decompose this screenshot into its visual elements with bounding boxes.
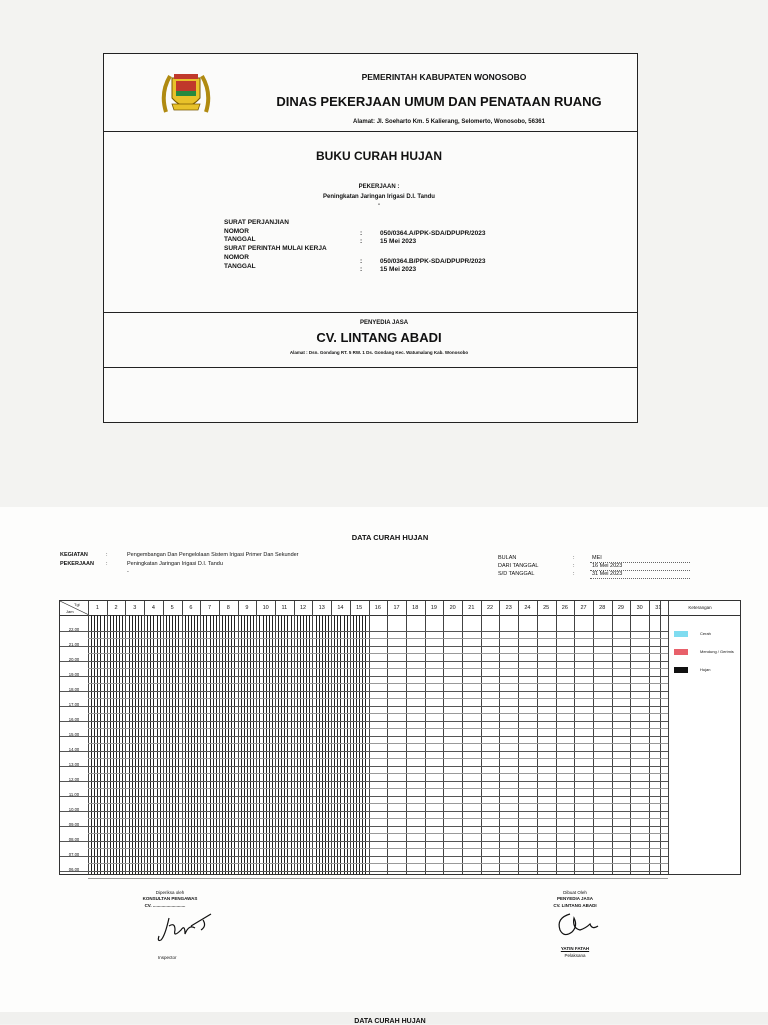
day-header: 22	[486, 605, 494, 611]
day-header: 28	[599, 605, 606, 611]
book-title: BUKU CURAH HUJAN	[316, 149, 442, 163]
row-divider	[60, 781, 668, 782]
day-header: 13	[318, 605, 325, 611]
row-divider	[88, 728, 668, 729]
day-header: 17	[393, 605, 400, 611]
sd-value: 31 Mei 2023	[592, 571, 623, 577]
row-divider	[60, 646, 668, 647]
job-name: Peningkatan Jaringan Irigasi D.I. Tandu	[323, 194, 435, 200]
bulan-label: BULAN	[498, 555, 517, 561]
provider-label: PENYEDIA JASA	[359, 320, 409, 326]
rainfall-table	[59, 600, 741, 875]
dari-label: DARI TANGGAL	[498, 563, 539, 569]
row-divider	[88, 758, 668, 759]
hour-label: 08.00	[68, 837, 80, 842]
day-header: 20	[449, 605, 456, 611]
hour-label: 11.00	[68, 792, 80, 797]
colon: :	[360, 238, 363, 245]
row-divider	[60, 631, 668, 632]
dept-address: Alamat: Jl. Soeharto Km. 5 Kalierang, Selomerto, Wonosobo, 56361	[353, 119, 545, 125]
spmk-date-label: TANGGAL	[224, 263, 256, 270]
row-divider	[60, 796, 668, 797]
dept-name: DINAS PEKERJAAN UMUM DAN PENATAAN RUANG	[276, 94, 602, 109]
day-header: 3	[133, 605, 137, 611]
spmk-no: 050/0364.B/PPK-SDA/DPUPR/2023	[380, 258, 486, 265]
colon: :	[360, 230, 363, 237]
day-header: 25	[543, 605, 550, 611]
day-header: 2	[114, 605, 118, 611]
spmk-no-label: NOMOR	[224, 254, 249, 261]
row-divider	[88, 668, 668, 669]
hour-label: 07.00	[68, 852, 80, 857]
row-divider	[88, 833, 668, 834]
sign-right-role: Pelaksana	[564, 953, 586, 958]
row-divider	[60, 661, 668, 662]
spmk-date: 15 Mei 2023	[380, 266, 417, 273]
sheet-title: DATA CURAH HUJAN	[351, 533, 429, 542]
divider	[104, 312, 637, 313]
keterangan-header: Keterangan	[688, 605, 712, 610]
sign-right-name: YATIN FATAH	[560, 946, 590, 951]
hour-label: 22.00	[68, 627, 80, 632]
day-header: 8	[226, 605, 230, 611]
pekerjaan-label: PEKERJAAN	[60, 561, 94, 567]
day-header: 10	[262, 605, 269, 611]
pekerjaan-dash: -	[127, 569, 129, 575]
job-dash: -	[378, 202, 380, 208]
legend-label: Mendung / Gerimis	[700, 649, 734, 654]
hour-label: 18.00	[68, 687, 80, 692]
spmk-label: SURAT PERINTAH MULAI KERJA	[224, 245, 327, 252]
legend-label: Hujan	[700, 667, 711, 672]
hour-label: 10.00	[68, 807, 80, 812]
corner-tgl: Tgl	[74, 602, 80, 607]
dari-value: 16 Mei 2023	[592, 563, 623, 569]
hour-label: 21.00	[68, 642, 80, 647]
kegiatan-label: KEGIATAN	[60, 552, 88, 558]
row-divider	[88, 863, 668, 864]
day-header: 26	[561, 605, 568, 611]
row-divider	[88, 638, 668, 639]
divider	[104, 131, 637, 132]
contract-no: 050/0364.A/PPK-SDA/DPUPR/2023	[380, 230, 486, 237]
day-header: 30	[636, 605, 643, 611]
day-header: 18	[412, 605, 419, 611]
day-header: 31	[655, 605, 662, 611]
hour-label: 17.00	[68, 702, 80, 707]
row-divider	[88, 818, 668, 819]
row-divider	[88, 788, 668, 789]
row-divider	[60, 826, 668, 827]
contract-date: 15 Mei 2023	[380, 238, 417, 245]
row-divider	[88, 803, 668, 804]
cover-page	[103, 53, 638, 423]
row-divider	[60, 691, 668, 692]
hour-label: 09.00	[68, 822, 80, 827]
divider	[104, 367, 637, 368]
row-divider	[60, 811, 668, 812]
hour-label: 13.00	[68, 762, 80, 767]
day-header: 27	[580, 605, 587, 611]
row-divider	[60, 766, 668, 767]
row-divider	[88, 743, 668, 744]
corner-jam: Jam	[66, 609, 74, 614]
sign-left-3: CV. ..........................	[144, 903, 186, 908]
day-header: 1	[95, 605, 99, 611]
day-header: 24	[524, 605, 531, 611]
row-divider	[88, 878, 668, 879]
colon: :	[360, 258, 363, 265]
row-divider	[60, 676, 668, 677]
provider-name: CV. LINTANG ABADI	[316, 330, 442, 345]
sign-right-2: PENYEDIA JASA	[556, 896, 594, 901]
colon: :	[573, 555, 575, 561]
sign-right-1: Dibuat Oleh	[563, 890, 587, 895]
day-header: 5	[170, 605, 174, 611]
row-divider	[88, 713, 668, 714]
day-header: 9	[245, 605, 249, 611]
sign-left-2: KONSULTAN PENGAWAS	[142, 896, 198, 901]
wonosobo-emblem-icon	[160, 68, 212, 118]
day-header: 19	[430, 605, 437, 611]
row-divider	[88, 653, 668, 654]
legend-label: Cerah	[700, 631, 711, 636]
hour-label: 12.00	[68, 777, 80, 782]
colon: :	[573, 571, 575, 577]
column-divider	[668, 601, 669, 874]
day-header: 29	[617, 605, 624, 611]
contract-no-label: NOMOR	[224, 228, 249, 235]
hour-label: 19.00	[68, 672, 80, 677]
colon: :	[573, 563, 575, 569]
sd-label: S/D TANGGAL	[498, 571, 535, 577]
day-header: 23	[505, 605, 512, 611]
colon: :	[360, 266, 363, 273]
row-divider	[60, 856, 668, 857]
legend-swatch	[674, 667, 688, 673]
row-divider	[60, 841, 668, 842]
hour-label: 16.00	[68, 717, 80, 722]
hour-label: 14.00	[68, 747, 80, 752]
contractor-signature	[552, 910, 602, 942]
sign-left-1: Diperiksa oleh	[155, 890, 185, 895]
row-divider	[88, 848, 668, 849]
bulan-value: MEI	[592, 555, 602, 561]
day-header: 12	[299, 605, 307, 611]
provider-address: Alamat : Dsn. Gondang RT. 5 RW. 1 Ds. Gondang Kec. Watumalang Kab. Wonosobo	[289, 350, 469, 355]
day-header: 11	[281, 605, 288, 611]
colon: :	[106, 552, 108, 558]
sign-left-role: Inspector	[158, 955, 177, 960]
row-divider	[60, 721, 668, 722]
gov-name: PEMERINTAH KABUPATEN WONOSOBO	[361, 72, 527, 82]
contract-label: SURAT PERJANJIAN	[224, 219, 289, 226]
contract-date-label: TANGGAL	[224, 236, 256, 243]
sign-right-3: CV. LINTANG ABADI	[553, 903, 597, 908]
row-divider	[88, 773, 668, 774]
day-header: 14	[337, 605, 344, 611]
row-divider	[60, 736, 668, 737]
pekerjaan-value: Peningkatan Jaringan Irigasi D.I. Tandu	[127, 561, 223, 567]
row-divider	[60, 871, 668, 872]
day-header: 4	[151, 605, 155, 611]
job-label: PEKERJAAN :	[358, 184, 400, 190]
colon: :	[106, 561, 108, 567]
underline	[590, 570, 690, 571]
hour-label: 06.00	[68, 867, 80, 872]
inspector-signature	[155, 912, 220, 947]
day-header: 15	[356, 605, 363, 611]
row-divider	[60, 706, 668, 707]
row-divider	[60, 751, 668, 752]
row-divider	[88, 683, 668, 684]
underline	[590, 562, 690, 563]
day-header: 21	[468, 605, 475, 611]
legend-swatch	[674, 649, 688, 655]
underline	[590, 578, 690, 579]
hour-label: 20.00	[68, 657, 80, 662]
day-header: 6	[189, 605, 193, 611]
legend-swatch	[674, 631, 688, 637]
day-header: 16	[374, 605, 381, 611]
hour-label: 15.00	[68, 732, 80, 737]
day-header: 7	[208, 605, 212, 611]
kegiatan-value: Pengembangan Dan Pengelolaan Sistem Irigasi Primer Dan Sekunder	[127, 552, 299, 558]
row-divider	[88, 698, 668, 699]
next-page-title: DATA CURAH HUJAN	[354, 1018, 426, 1025]
